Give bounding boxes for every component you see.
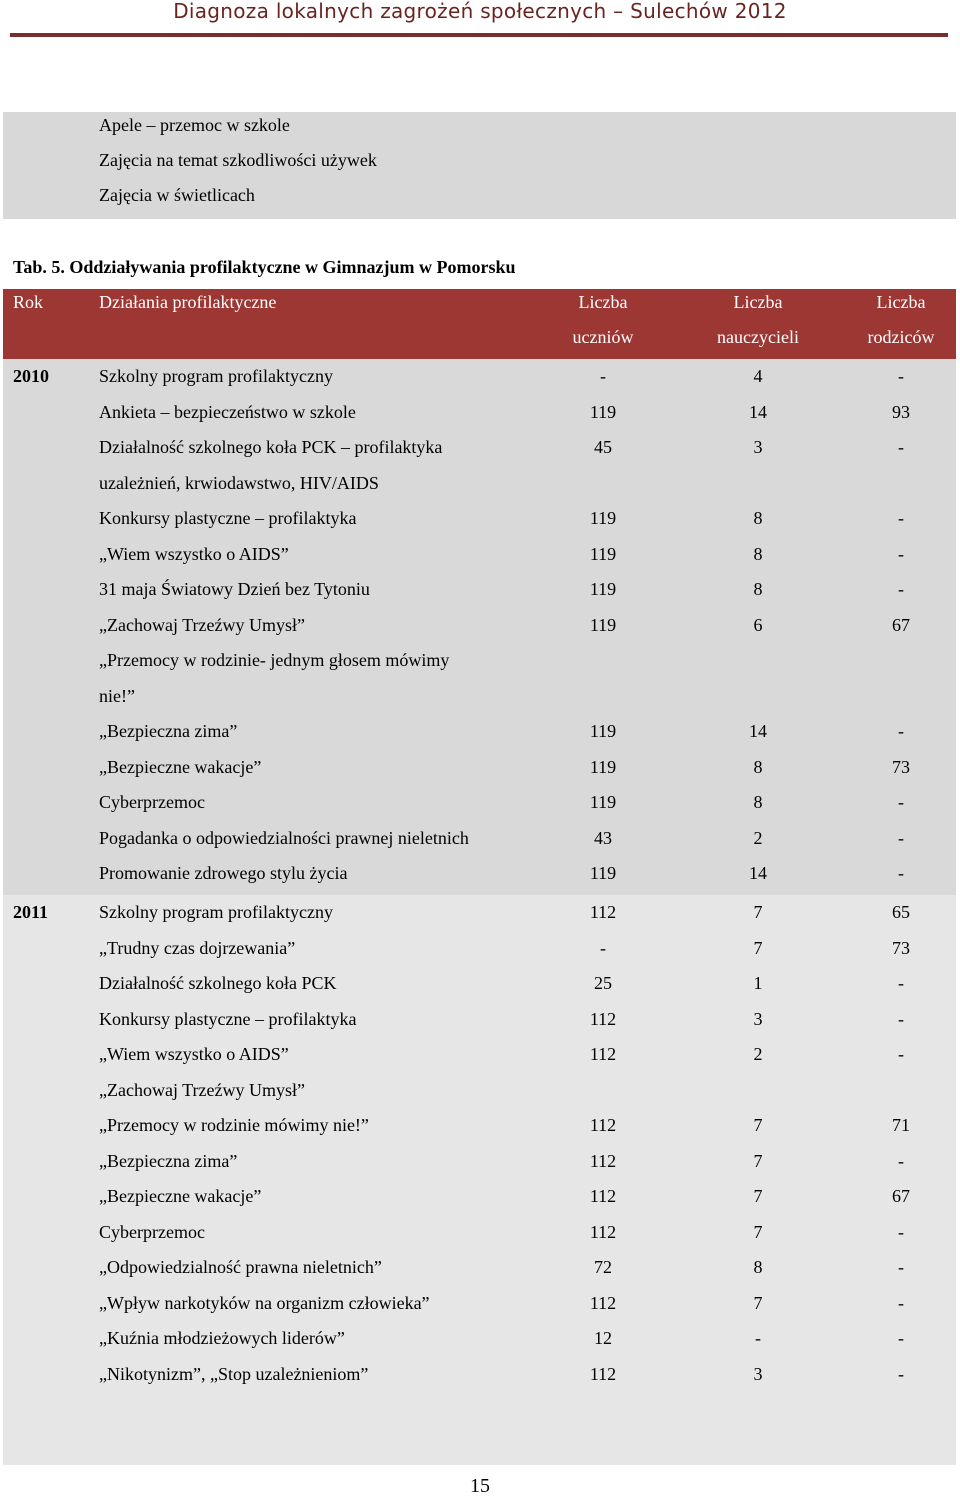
action-cell: Konkursy plastyczne – profilaktyka — [99, 1008, 357, 1029]
nauczycieli-cell: 8 — [753, 756, 763, 777]
nauczycieli-cell: 8 — [753, 792, 763, 812]
rodzicow-cell: - — [898, 721, 904, 741]
rodzicow-cell: - — [898, 508, 904, 528]
rodzicow-cell: - — [898, 437, 904, 457]
header-nauczycieli-line1: Liczba — [733, 292, 783, 312]
rodzicow-cell: - — [898, 1150, 904, 1171]
year-block-2011 — [3, 895, 956, 1465]
header-rok: Rok — [13, 292, 44, 312]
table-caption: Tab. 5. Oddziaływania profilaktyczne w Gimnazjum w Pomorsku — [13, 257, 516, 277]
year-block-2010 — [3, 359, 956, 895]
nauczycieli-cell: 7 — [753, 1115, 763, 1135]
rodzicow-cell: - — [898, 827, 904, 848]
rodzicow-cell: - — [898, 1292, 904, 1313]
rodzicow-cell: - — [898, 973, 904, 993]
uczniow-cell: 119 — [589, 792, 617, 812]
rodzicow-cell: 73 — [892, 756, 910, 777]
action-cell: „Trudny czas dojrzewania” — [99, 937, 296, 958]
header-dzialania: Działania profilaktyczne — [99, 292, 277, 312]
table-row — [3, 821, 956, 856]
uczniow-cell: 72 — [594, 1257, 612, 1277]
previous-table-continuation — [3, 112, 956, 219]
rodzicow-cell: 73 — [892, 937, 910, 958]
table-row — [3, 1179, 956, 1214]
action-cell: „Bezpieczna zima” — [99, 721, 238, 741]
table-row — [3, 750, 956, 785]
rodzicow-cell: - — [898, 543, 904, 564]
uczniow-cell: 119 — [589, 863, 617, 883]
nauczycieli-cell: 7 — [753, 902, 763, 922]
prev-row: Zajęcia w świetlicach — [99, 185, 255, 205]
nauczycieli-cell: 3 — [753, 437, 763, 457]
header-nauczycieli-line2: nauczycieli — [717, 327, 799, 347]
table-row — [3, 1357, 956, 1392]
uczniow-cell: 119 — [589, 508, 617, 528]
action-cell: „Nikotynizm”, „Stop uzależnieniom” — [99, 1363, 369, 1384]
year-cell: 2011 — [13, 902, 49, 922]
table-row — [3, 895, 956, 930]
action-cell: „Wpływ narkotyków na organizm człowieka” — [99, 1292, 430, 1313]
nauczycieli-cell: 1 — [753, 973, 763, 993]
rodzicow-cell: 93 — [892, 401, 910, 422]
table-row — [3, 430, 956, 465]
nauczycieli-cell: 7 — [753, 1186, 763, 1206]
table-row — [3, 395, 956, 430]
table-row — [3, 679, 956, 714]
nauczycieli-cell: 8 — [753, 543, 763, 564]
table-row — [3, 466, 956, 501]
rodzicow-cell: - — [898, 1221, 904, 1242]
rodzicow-cell: - — [898, 1257, 904, 1277]
rodzicow-cell: 67 — [892, 1186, 910, 1206]
uczniow-cell: 112 — [589, 1150, 617, 1171]
header-uczniow-line1: Liczba — [578, 292, 628, 312]
table-row — [3, 1286, 956, 1321]
prev-row: Apele – przemoc w szkole — [99, 115, 290, 135]
uczniow-cell: 119 — [589, 543, 617, 564]
table-row — [3, 1073, 956, 1108]
uczniow-cell: 119 — [589, 579, 617, 599]
uczniow-cell: 43 — [594, 827, 612, 848]
action-cell: nie!” — [99, 685, 135, 706]
table-row — [3, 856, 956, 891]
action-cell: Promowanie zdrowego stylu życia — [99, 863, 348, 883]
rodzicow-cell: 67 — [892, 614, 910, 635]
nauczycieli-cell: 14 — [749, 401, 767, 422]
uczniow-cell: 119 — [589, 756, 617, 777]
table-row — [3, 1250, 956, 1285]
uczniow-cell: 45 — [594, 437, 612, 457]
action-cell: „Kuźnia młodzieżowych liderów” — [99, 1328, 345, 1348]
uczniow-cell: 112 — [589, 1115, 617, 1135]
nauczycieli-cell: 2 — [753, 1044, 763, 1064]
page-header — [0, 0, 960, 40]
action-cell: „Bezpieczne wakacje” — [99, 756, 262, 777]
table-row — [3, 572, 956, 607]
nauczycieli-cell: 7 — [753, 1221, 763, 1242]
rodzicow-cell: - — [898, 1328, 904, 1348]
action-cell: Konkursy plastyczne – profilaktyka — [99, 508, 357, 528]
uczniow-cell: 119 — [589, 401, 617, 422]
uczniow-cell: 12 — [594, 1328, 612, 1348]
table-row — [3, 1215, 956, 1250]
action-cell: Cyberprzemoc — [99, 1221, 205, 1242]
nauczycieli-cell: 3 — [753, 1008, 763, 1029]
action-cell: „Przemocy w rodzinie- jednym głosem mówimy — [99, 650, 450, 670]
header-rodzicow-line1: Liczba — [876, 292, 926, 312]
nauczycieli-cell: 7 — [753, 1292, 763, 1313]
table-header — [3, 289, 956, 359]
nauczycieli-cell: 4 — [753, 366, 763, 386]
nauczycieli-cell: 7 — [753, 1150, 763, 1171]
rodzicow-cell: - — [898, 863, 904, 883]
table-row — [3, 1144, 956, 1179]
uczniow-cell: 112 — [589, 1221, 617, 1242]
action-cell: Działalność szkolnego koła PCK – profilaktyka — [99, 437, 443, 457]
action-cell: Pogadanka o odpowiedzialności prawnej nieletnich — [99, 827, 469, 848]
action-cell: uzależnień, krwiodawstwo, HIV/AIDS — [99, 472, 379, 493]
table-row — [3, 1002, 956, 1037]
uczniow-cell: 112 — [589, 1008, 617, 1029]
prev-row: Zajęcia na temat szkodliwości używek — [99, 150, 377, 170]
table-row — [3, 1037, 956, 1072]
table-row — [3, 1321, 956, 1356]
uczniow-cell: 112 — [589, 1044, 617, 1064]
action-cell: „Przemocy w rodzinie mówimy nie!” — [99, 1115, 369, 1135]
nauczycieli-cell: - — [755, 1328, 761, 1348]
nauczycieli-cell: 8 — [753, 1257, 763, 1277]
action-cell: Cyberprzemoc — [99, 792, 205, 812]
uczniow-cell: 112 — [589, 1363, 617, 1384]
rodzicow-cell: 71 — [892, 1115, 910, 1135]
nauczycieli-cell: 8 — [753, 508, 763, 528]
action-cell: „Bezpieczna zima” — [99, 1150, 238, 1171]
uczniow-cell: 112 — [589, 1292, 617, 1313]
header-uczniow-line2: uczniów — [572, 327, 634, 347]
action-cell: Szkolny program profilaktyczny — [99, 366, 333, 386]
action-cell: 31 maja Światowy Dzień bez Tytoniu — [99, 579, 370, 599]
rodzicow-cell: - — [898, 366, 904, 386]
uczniow-cell: - — [600, 937, 606, 958]
nauczycieli-cell: 14 — [749, 721, 767, 741]
uczniow-cell: 112 — [589, 902, 617, 922]
action-cell: Szkolny program profilaktyczny — [99, 902, 333, 922]
table-row — [3, 537, 956, 572]
header-rule — [10, 33, 948, 37]
table-row — [3, 931, 956, 966]
year-cell: 2010 — [13, 366, 49, 386]
action-cell: Ankieta – bezpieczeństwo w szkole — [99, 401, 356, 422]
nauczycieli-cell: 8 — [753, 579, 763, 599]
header-rodzicow-line2: rodziców — [867, 327, 935, 347]
page-number: 15 — [470, 1475, 490, 1497]
rodzicow-cell: - — [898, 1044, 904, 1064]
action-cell: „Odpowiedzialność prawna nieletnich” — [99, 1257, 382, 1277]
action-cell: „Zachowaj Trzeźwy Umysł” — [99, 614, 305, 635]
uczniow-cell: 119 — [589, 721, 617, 741]
table-row — [3, 359, 956, 394]
uczniow-cell: 112 — [589, 1186, 617, 1206]
table-row — [3, 714, 956, 749]
table-row — [3, 785, 956, 820]
table-row — [3, 1108, 956, 1143]
nauczycieli-cell: 14 — [749, 863, 767, 883]
uczniow-cell: 25 — [594, 973, 612, 993]
table-row — [3, 966, 956, 1001]
uczniow-cell: 119 — [589, 614, 617, 635]
table-row — [3, 643, 956, 678]
rodzicow-cell: 65 — [892, 902, 910, 922]
page-header-title: Diagnoza lokalnych zagrożeń społecznych – Sulechów 2012 — [173, 0, 787, 23]
nauczycieli-cell: 7 — [753, 937, 763, 958]
rodzicow-cell: - — [898, 1008, 904, 1029]
rodzicow-cell: - — [898, 1363, 904, 1384]
action-cell: „Wiem wszystko o AIDS” — [99, 543, 289, 564]
action-cell: „Bezpieczne wakacje” — [99, 1186, 262, 1206]
nauczycieli-cell: 2 — [753, 827, 763, 848]
table-row — [3, 608, 956, 643]
action-cell: „Zachowaj Trzeźwy Umysł” — [99, 1079, 305, 1100]
nauczycieli-cell: 3 — [753, 1363, 763, 1384]
action-cell: „Wiem wszystko o AIDS” — [99, 1044, 289, 1064]
rodzicow-cell: - — [898, 579, 904, 599]
table-row — [3, 501, 956, 536]
action-cell: Działalność szkolnego koła PCK — [99, 973, 337, 993]
uczniow-cell: - — [600, 366, 606, 386]
rodzicow-cell: - — [898, 792, 904, 812]
nauczycieli-cell: 6 — [753, 614, 763, 635]
